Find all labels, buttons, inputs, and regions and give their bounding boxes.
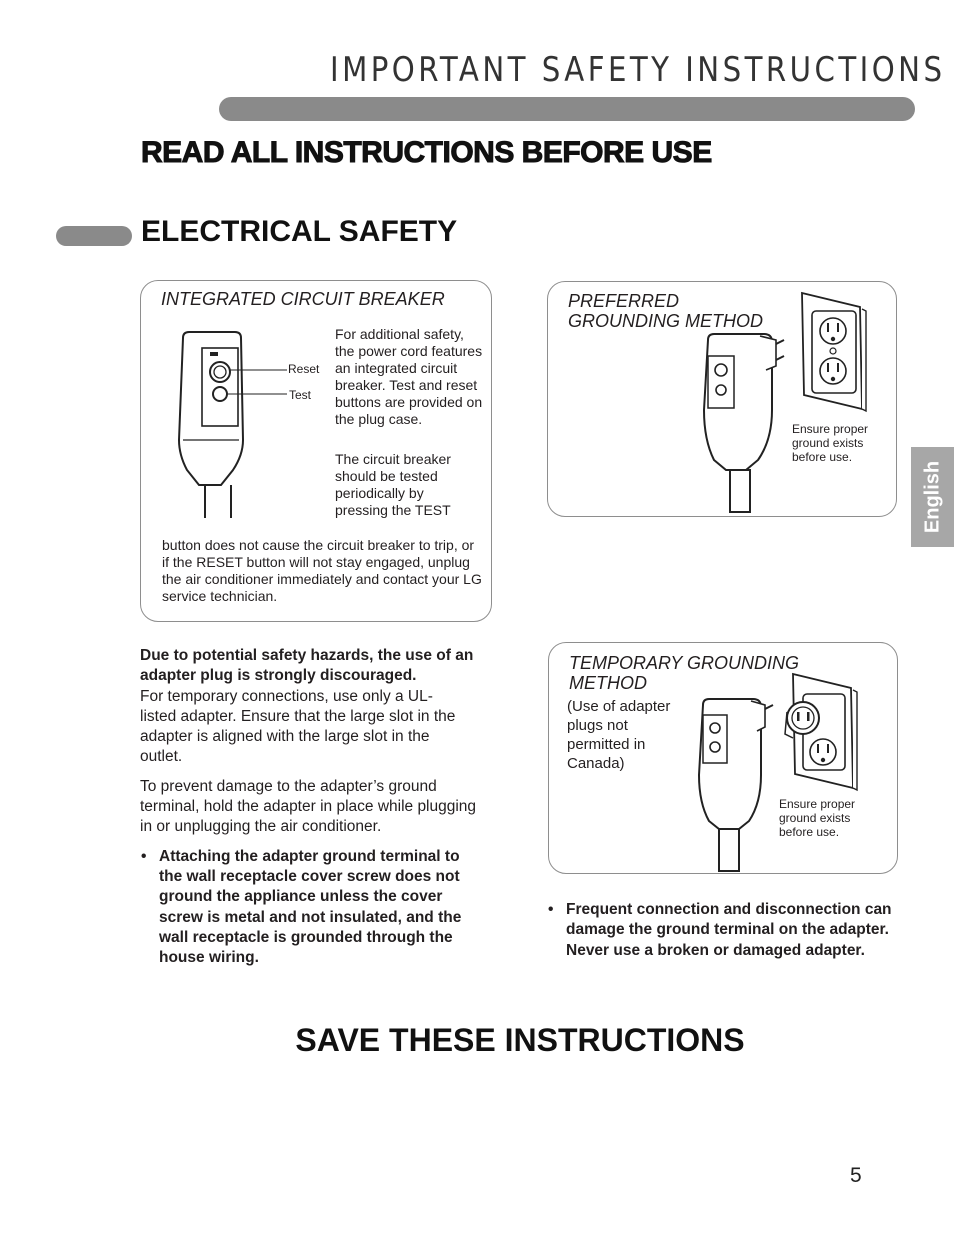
- circuit-breaker-text-2: The circuit breaker should be tested periodically by pressing the TEST: [335, 451, 451, 518]
- preferred-grounding-title-line2: GROUNDING METHOD: [568, 311, 763, 331]
- grounded-plug-illustration: [700, 330, 790, 515]
- save-instructions-heading: SAVE THESE INSTRUCTIONS: [295, 1022, 745, 1058]
- title-bar: [219, 97, 915, 121]
- ground-terminal-bullet: Attaching the adapter ground terminal to the wall receptacle cover screw does not ground the appliance unless the cover screw is metal and not insulated, and the wall receptacle is grounded through the house wiring.: [159, 847, 462, 967]
- section-heading: ELECTRICAL SAFETY: [141, 215, 458, 248]
- adapter-usage-paragraph: For temporary connections, use only a UL-listed adapter. Ensure that the large slot in the adapter is aligned with the large slot in the outlet.: [140, 687, 456, 766]
- reset-label: Reset: [288, 362, 320, 376]
- bullet-marker: •: [548, 901, 554, 918]
- left-bullet-item: [140, 847, 480, 969]
- page-number: 5: [850, 1164, 862, 1187]
- adapter-plug-illustration: [695, 695, 785, 875]
- preferred-ground-note: Ensure proper ground exists before use.: [792, 422, 869, 464]
- temporary-grounding-title-line1: TEMPORARY GROUNDING: [569, 653, 800, 673]
- wall-outlet-icon: [800, 291, 868, 411]
- right-bullet-item: [547, 900, 892, 961]
- language-tab-label: English: [921, 460, 943, 534]
- temporary-grounding-subtitle: (Use of adapter plugs not permitted in Canada): [567, 698, 671, 772]
- page-title: IMPORTANT SAFETY INSTRUCTIONS: [330, 50, 946, 90]
- adapter-outlet-icon: [783, 672, 859, 790]
- temporary-ground-note: Ensure proper ground exists before use.: [779, 797, 856, 839]
- frequent-connection-bullet: Frequent connection and disconnection can damage the ground terminal on the adapter. Never use a broken or damaged adapter.: [566, 901, 892, 959]
- circuit-breaker-title: INTEGRATED CIRCUIT BREAKER: [161, 289, 445, 309]
- bullet-marker: •: [141, 847, 147, 865]
- left-column: [140, 646, 480, 968]
- read-all-heading: READ ALL INSTRUCTIONS BEFORE USE: [141, 136, 712, 169]
- preferred-grounding-title-line1: PREFERRED: [568, 291, 680, 311]
- test-label: Test: [289, 388, 312, 402]
- circuit-breaker-plug-illustration: [175, 330, 295, 520]
- adapter-damage-paragraph: To prevent damage to the adapter’s ground terminal, hold the adapter in place while plugging in or unplugging the air conditioner.: [140, 777, 477, 836]
- circuit-breaker-text-3: button does not cause the circuit breaker to trip, or if the RESET button will not stay engaged, unplug the air conditioner immediately and contact your LG service technician.: [162, 537, 482, 604]
- temporary-grounding-title-line2: METHOD: [569, 673, 647, 693]
- language-tab: [911, 447, 954, 547]
- section-marker: [56, 226, 132, 246]
- circuit-breaker-text-1: For additional safety, the power cord features an integrated circuit breaker. Test and reset buttons are provided on the plug case.: [335, 326, 483, 427]
- adapter-warning-bold: Due to potential safety hazards, the use of an adapter plug is strongly discouraged.: [140, 647, 474, 685]
